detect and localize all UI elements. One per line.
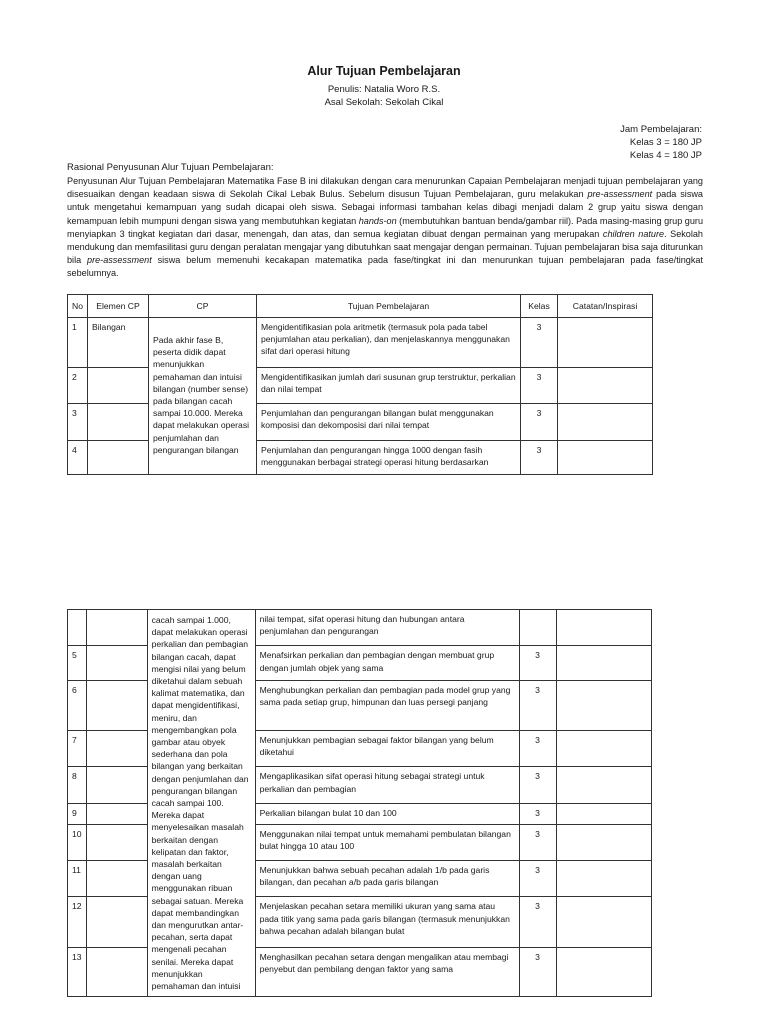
cp-cell (147, 610, 255, 997)
kelas-cell: 3 (519, 646, 556, 680)
tujuan-cell: Mengidentifikasikan jumlah dari susunan grup terstruktur, perkalian dan nilai tempat (257, 368, 521, 404)
kelas-cell: 3 (521, 368, 558, 404)
elemen-cp-cell (86, 947, 147, 997)
school-line: Asal Sekolah: Sekolah Cikal (324, 97, 444, 108)
elemen-cp-cell (88, 404, 149, 441)
rasional-heading: Rasional Penyusunan Alur Tujuan Pembelajaran: (67, 162, 274, 173)
cp-text: Pada akhir fase B, peserta didik dapat menunjukkan pemahaman dan intuisi bilangan (number sense) pada bilangan cacah sampai 10.000. Mereka dapat melakukan operasi penjumlahan dan pengurangan bilangan (153, 335, 250, 455)
kelas-cell: 3 (519, 680, 556, 730)
row-no: 8 (68, 767, 87, 803)
tujuan-cell: Menghasilkan pecahan setara dengan mengalikan atau membagi penyebut dan pembilang dengan faktor yang sama (255, 947, 519, 997)
row-no: 13 (68, 947, 87, 997)
row-no: 2 (68, 368, 88, 404)
row-no: 12 (68, 897, 87, 947)
catatan-cell (558, 368, 653, 404)
elemen-cp-cell (86, 767, 147, 803)
catatan-cell (556, 861, 651, 897)
rasional-text-2: pada siswa untuk mengetahui kemampuan yang sudah dicapai oleh siswa. Sebagai informasi tambahan kelas dibagi menjadi dalam 2 grup yaitu siswa dengan kemampuan lebih mumpuni dengan siswa yang membutuhkan kegiatan (67, 189, 703, 226)
row-no: 4 (68, 441, 88, 475)
row-no: 6 (68, 680, 87, 730)
kelas-cell: 3 (519, 731, 556, 767)
rasional-text-4: . Sekolah mendukung dan memfasilitasi guru dengan peralatan mengajar yang dibutuhkan saat mengajar dengan permainan. Tujuan pembelajaran bisa saja diturunkan bila (67, 228, 703, 266)
cp-text-continued: cacah sampai 1.000, dapat melakukan operasi perkalian dan pembagian bilangan cacah, dapat mengisi nilai yang belum diketahui dalam sebuah kalimat matematika, dan dapat mengidentifikasi, meniru, dan mengembangkan pola gambar atau obyek sederhana dan pola bilangan yang berkaitan dengan penjumlahan dan pengurangan bilangan cacah sampai 100. Mereka dapat menyelesaikan masalah berkaitan dengan kelipatan dan faktor, masalah berkaitan dengan uang menggunakan ribuan sebagai satuan. Mereka dapat membandingkan dan mengurutkan antar-pecahan, serta dapat mengenali pecahan senilai. Mereka dapat menunjukkan pemahaman dan intuisi (151, 615, 249, 992)
rasional-italic-1: pre-assessment (587, 189, 653, 200)
elemen-cp-cell (86, 897, 147, 947)
jam-kelas-3: Kelas 3 = 180 JP (629, 137, 702, 148)
tujuan-cell: Perkalian bilangan bulat 10 dan 100 (255, 803, 519, 824)
table-row (68, 610, 652, 646)
kelas-cell: 3 (519, 824, 556, 860)
elemen-cp-cell (86, 646, 147, 680)
author-line: Penulis: Natalia Woro R.S. (327, 84, 441, 95)
header-elemen-cp: Elemen CP (88, 295, 149, 318)
kelas-cell: 3 (521, 318, 558, 368)
row-no (68, 610, 87, 646)
elemen-cp-cell (86, 824, 147, 860)
kelas-cell: 3 (521, 441, 558, 475)
elemen-cp-cell (86, 861, 147, 897)
catatan-cell (558, 318, 653, 368)
elemen-cp-cell (88, 441, 149, 475)
row-no: 5 (68, 646, 87, 680)
tujuan-cell: Penjumlahan dan pengurangan hingga 1000 dengan fasih menggunakan berbagai strategi operasi hitung berdasarkan (257, 441, 521, 475)
tujuan-cell: Menafsirkan perkalian dan pembagian dengan membuat grup dengan jumlah objek yang sama (255, 646, 519, 680)
tujuan-cell: nilai tempat, sifat operasi hitung dan hubungan antara penjumlahan dan pengurangan (255, 610, 519, 646)
atp-table-part-2 (67, 609, 652, 997)
jam-kelas-4: Kelas 4 = 180 JP (629, 150, 702, 161)
header-kelas: Kelas (521, 295, 558, 318)
atp-table-part-1 (67, 294, 653, 475)
catatan-cell (556, 803, 651, 824)
rasional-italic-3: children nature (602, 228, 665, 239)
tujuan-cell: Menunjukkan bahwa sebuah pecahan adalah 1/b pada garis bilangan, dan pecahan a/b pada garis bilangan (255, 861, 519, 897)
row-no: 11 (68, 861, 87, 897)
header-no: No (68, 295, 88, 318)
row-no: 3 (68, 404, 88, 441)
kelas-cell: 3 (519, 767, 556, 803)
kelas-cell: 3 (519, 803, 556, 824)
kelas-cell: 3 (521, 404, 558, 441)
rasional-italic-4: pre-assessment (87, 255, 152, 266)
elemen-cp-cell (86, 731, 147, 767)
catatan-cell (556, 767, 651, 803)
row-no: 1 (68, 318, 88, 368)
catatan-cell (556, 680, 651, 730)
catatan-cell (556, 610, 651, 646)
rasional-text-5: siswa belum memenuhi kecakapan matematika pada fase/tingkat ini dan menurunkan tujuan pembelajaran pada fase/tingkat sebelumnya. (67, 255, 703, 279)
tujuan-cell: Mengidentifikasian pola aritmetik (termasuk pola pada tabel penjumlahan atau perkalian), dan menjelaskannya menggunakan sifat dari operasi hitung (257, 318, 521, 368)
rasional-text-3: (membutuhkan bantuan benda/gambar riil). Pada masing-masing grup guru menyiapkan 3 tingkat kegiatan dari dasar, menengah, dan atas, dan semua kegiatan dibuat dengan permainan yang merupakan (67, 215, 703, 239)
rasional-paragraph (67, 175, 703, 281)
rasional-italic-2: hands-on (358, 215, 397, 226)
catatan-cell (556, 947, 651, 997)
row-no: 9 (68, 803, 87, 824)
table-row (68, 318, 653, 368)
row-no: 10 (68, 824, 87, 860)
tujuan-cell: Penjumlahan dan pengurangan bilangan bulat menggunakan komposisi dan dekomposisi dari nilai tempat (257, 404, 521, 441)
tujuan-cell: Menunjukkan pembagian sebagai faktor bilangan yang belum diketahui (255, 731, 519, 767)
row-no: 7 (68, 731, 87, 767)
catatan-cell (558, 441, 653, 475)
elemen-cp-cell: Bilangan (88, 318, 149, 368)
elemen-cp-cell (86, 680, 147, 730)
jam-pembelajaran (620, 123, 702, 162)
kelas-cell: 3 (519, 861, 556, 897)
tujuan-cell: Menghubungkan perkalian dan pembagian pada model grup yang sama pada setiap grup, himpunan dan luas persegi panjang (255, 680, 519, 730)
jam-heading: Jam Pembelajaran: (620, 124, 702, 135)
document-title: Alur Tujuan Pembelajaran (307, 64, 461, 78)
elemen-cp-cell (88, 368, 149, 404)
cp-cell (149, 318, 257, 475)
tujuan-cell: Menggunakan nilai tempat untuk memahami pembulatan bilangan bulat hingga 10 atau 100 (255, 824, 519, 860)
kelas-cell: 3 (519, 947, 556, 997)
catatan-cell (558, 404, 653, 441)
header-catatan: Catatan/Inspirasi (558, 295, 653, 318)
elemen-cp-cell (86, 610, 147, 646)
tujuan-cell: Mengaplikasikan sifat operasi hitung sebagai strategi untuk perkalian dan pembagian (255, 767, 519, 803)
header-tujuan: Tujuan Pembelajaran (257, 295, 521, 318)
kelas-cell (519, 610, 556, 646)
tujuan-cell: Menjelaskan pecahan setara memiliki ukuran yang sama atau pada titik yang sama pada garis bilangan (termasuk menunjukkan bahwa pecahan adalah bilangan bulat (255, 897, 519, 947)
catatan-cell (556, 731, 651, 767)
table-header-row (68, 295, 653, 318)
catatan-cell (556, 646, 651, 680)
elemen-cp-cell (86, 803, 147, 824)
catatan-cell (556, 897, 651, 947)
kelas-cell: 3 (519, 897, 556, 947)
rasional-text-1: Penyusunan Alur Tujuan Pembelajaran Matematika Fase B ini dilakukan dengan cara menurunkan Capaian Pembelajaran menjadi tujuan pembelajaran yang disesuaikan dengan keadaan siswa di Sekolah Cikal Lebak Bulus. Sebelum disusun Tujuan Pembelajaran, guru melakukan (67, 176, 703, 200)
catatan-cell (556, 824, 651, 860)
header-cp: CP (149, 295, 257, 318)
